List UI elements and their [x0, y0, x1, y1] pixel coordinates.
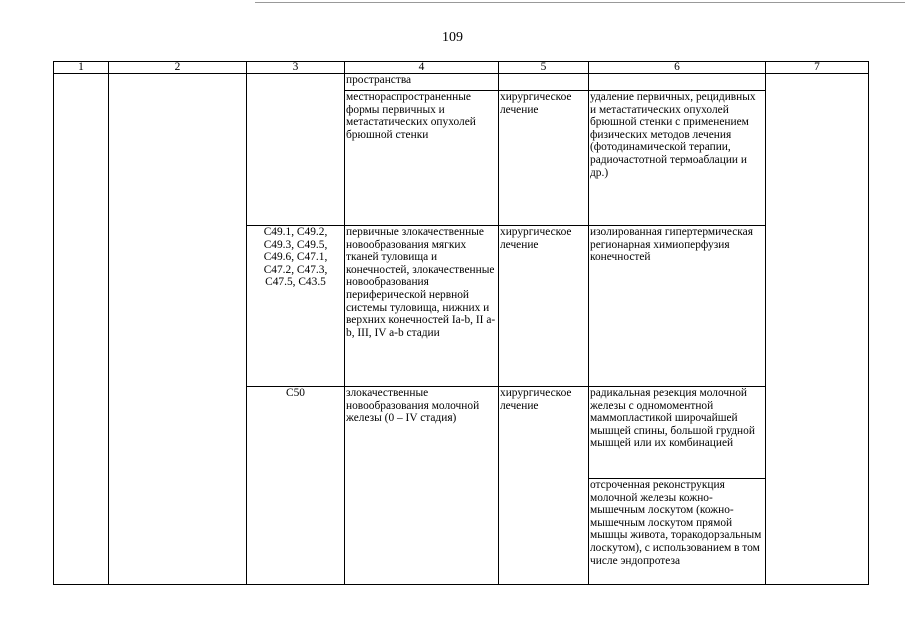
page-number: 109: [442, 30, 463, 45]
cell-col-5: [499, 74, 589, 91]
cell-col-6: отсроченная реконструкция молочной железы кожно-мышечным лоскутом (кожно-мышечным лоскутом прямой мышцы живота, торакодорзальным лоскутом), с использованием в том числе эндопротеза: [589, 479, 766, 585]
header-col-1: 1: [54, 62, 109, 74]
cell-col-6: радикальная резекция молочной железы с одномоментной маммопластикой широчайшей мышцей спины, большой грудной мышцей или их комбинацией: [589, 387, 766, 479]
cell-col-4: местнораспространенные формы первичных и метастатических опухолей брюшной стенки: [345, 91, 499, 226]
cell-col-6: [589, 74, 766, 91]
treatment-table: [53, 61, 869, 585]
cell-col-4: пространства: [345, 74, 499, 91]
cell-col-5: хирургическое лечение: [499, 387, 589, 585]
cell-col-2: [109, 74, 247, 585]
header-col-4: 4: [345, 62, 499, 74]
cell-col-3: C49.1, C49.2, C49.3, C49.5, C49.6, C47.1, C47.2, C47.3, C47.5, C43.5: [247, 226, 345, 387]
header-col-6: 6: [589, 62, 766, 74]
header-row: [54, 62, 869, 74]
cell-col-5: хирургическое лечение: [499, 226, 589, 387]
header-col-2: 2: [109, 62, 247, 74]
cell-col-3: [247, 74, 345, 226]
cell-col-5: хирургическое лечение: [499, 91, 589, 226]
header-col-7: 7: [766, 62, 869, 74]
top-rule: [255, 2, 905, 3]
cell-col-6: изолированная гипертермическая регионарная химиоперфузия конечностей: [589, 226, 766, 387]
cell-col-1: [54, 74, 109, 585]
cell-col-4: злокачественные новообразования молочной железы (0 – IV стадия): [345, 387, 499, 585]
table-row: [54, 74, 869, 91]
cell-col-4: первичные злокачественные новообразования мягких тканей туловища и конечностей, злокачественные новообразования периферической нервной системы туловища, нижних и верхних конечностей Ia-b, II a-b, III, IV a-b стадии: [345, 226, 499, 387]
header-col-3: 3: [247, 62, 345, 74]
cell-col-7: [766, 74, 869, 585]
cell-col-6: удаление первичных, рецидивных и метастатических опухолей брюшной стенки с применением физических методов лечения (фотодинамической терапии, радиочастотной термоаблации и др.): [589, 91, 766, 226]
cell-col-3: C50: [247, 387, 345, 585]
header-col-5: 5: [499, 62, 589, 74]
